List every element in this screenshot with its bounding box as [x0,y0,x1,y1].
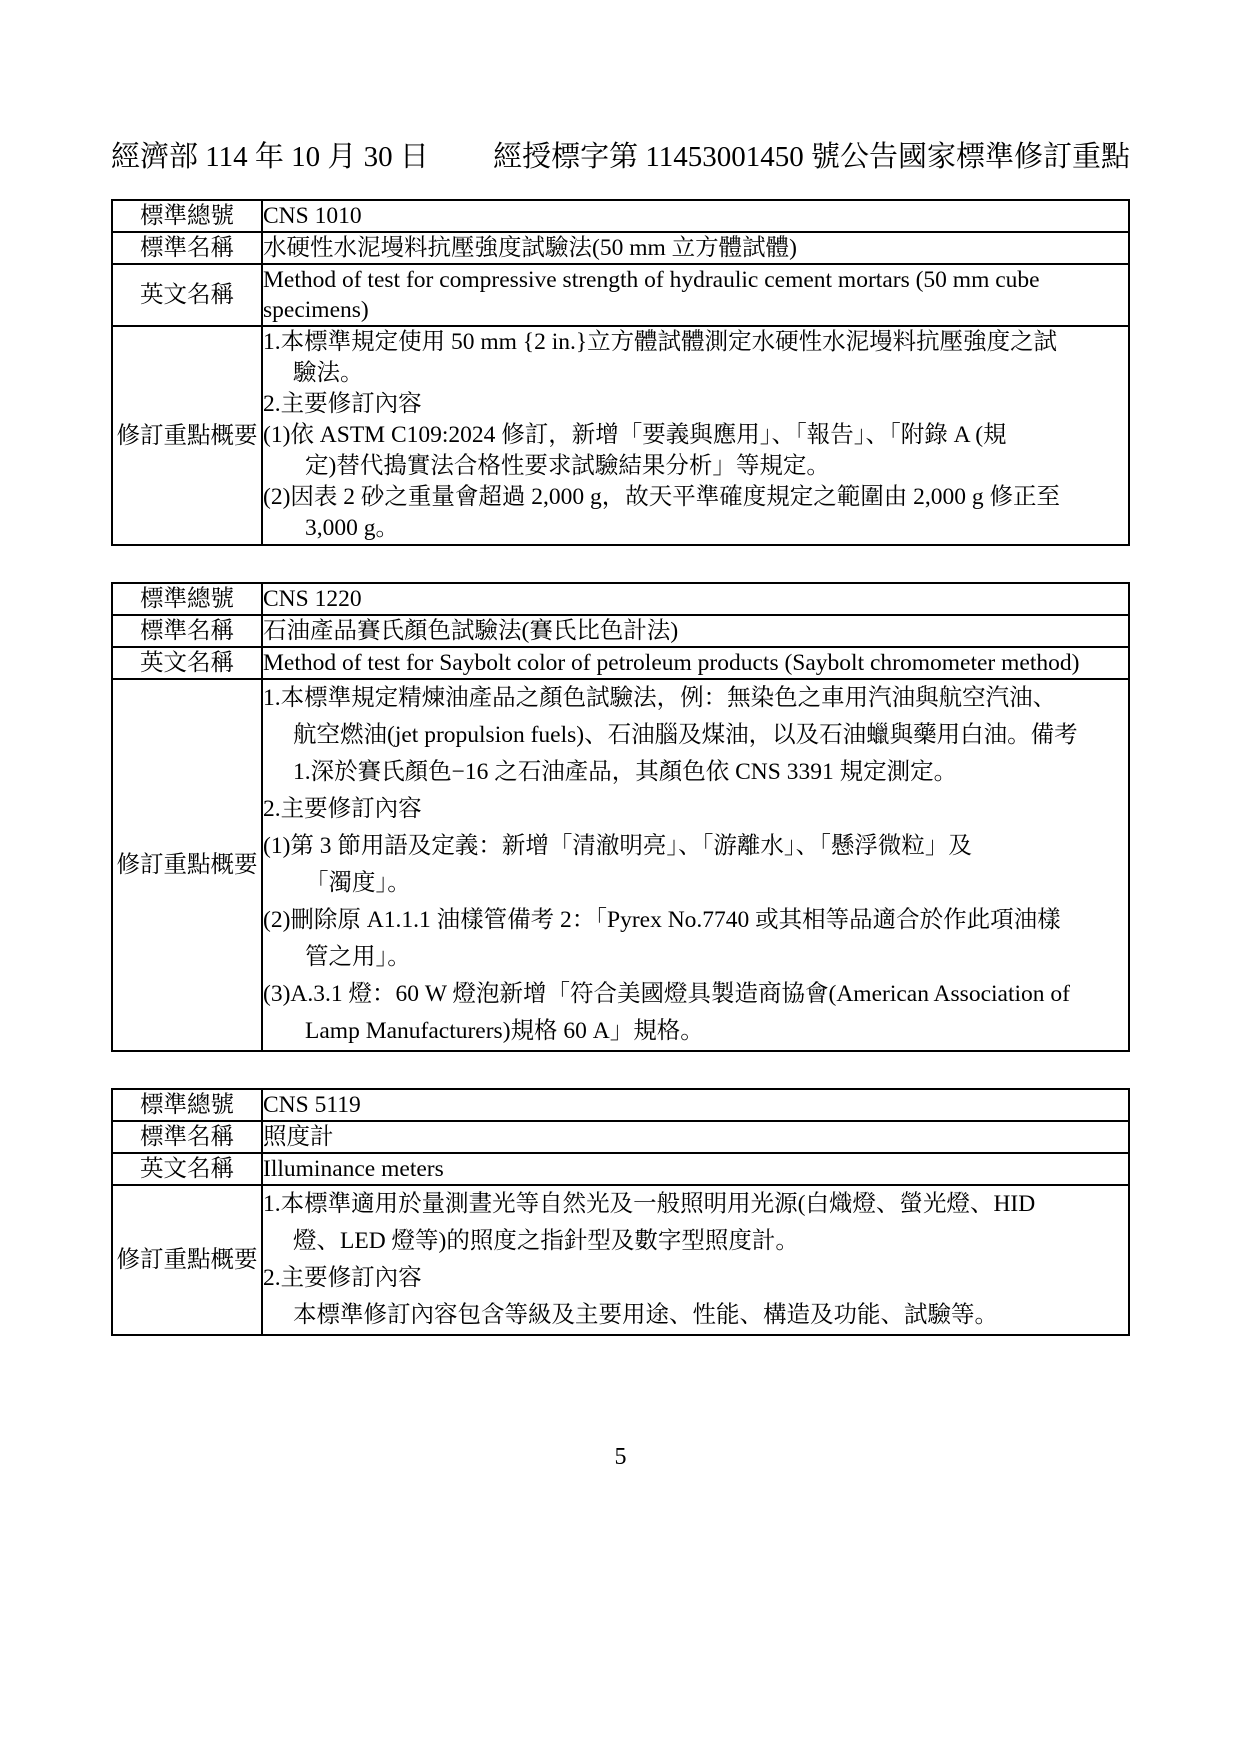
eng-name-value: Method of test for compressive strength of hydraulic cement mortars (50 mm cube specimens) [262,264,1129,326]
summary-line: 「濁度」。 [305,870,411,896]
summary-line: 定)替代搗實法合格性要求試驗結果分析」等規定。 [305,453,830,479]
std-name-value: 石油產品賽氏顏色試驗法(賽氏比色計法) [262,615,1129,647]
summary-line: 2.主要修訂內容 [263,796,422,822]
summary-line: 驗法。 [293,360,364,386]
table-row [112,615,1129,647]
row-label-std-no: 標準總號 [112,1089,262,1121]
summary-line: 航空燃油(jet propulsion fuels)、石油腦及煤油，以及石油蠟與藥用白油。備考 [293,722,1078,748]
summary-line: Lamp Manufacturers)規格 60 A」規格。 [305,1018,704,1044]
standard-table-cns-1010 [111,199,1130,546]
summary-line: 2.主要修訂內容 [263,391,422,417]
summary-line: (2)刪除原 A1.1.1 油樣管備考 2：「Pyrex No.7740 或其相等品適合於作此項油樣 [263,907,1061,933]
table-row [112,232,1129,264]
page-number: 5 [614,1444,627,1470]
title-date: 經濟部 114 年 10 月 30 日 [111,141,429,173]
eng-name-value: Illuminance meters [262,1153,1129,1185]
summary-cell [262,326,1129,545]
table-row [112,1153,1129,1185]
eng-name-value: Method of test for Saybolt color of petroleum products (Saybolt chromometer method) [262,647,1129,679]
table-row [112,200,1129,232]
summary-line: (1)第 3 節用語及定義：新增「清澈明亮」、「游離水」、「懸浮微粒」及 [263,833,972,859]
document-title [111,134,1130,175]
row-label-summary: 修訂重點概要 [112,679,262,1051]
summary-line: 本標準修訂內容包含等級及主要用途、性能、構造及功能、試驗等。 [293,1302,998,1328]
row-label-std-name: 標準名稱 [112,1121,262,1153]
summary-line: 1.本標準適用於量測晝光等自然光及一般照明用光源(白熾燈、螢光燈、HID [263,1191,1036,1217]
std-no-value: CNS 5119 [262,1089,1129,1121]
row-label-std-name: 標準名稱 [112,615,262,647]
row-label-eng-name: 英文名稱 [112,1153,262,1185]
summary-line: 2.主要修訂內容 [263,1265,422,1291]
standard-table-cns-1220 [111,582,1130,1052]
standard-table-cns-5119 [111,1088,1130,1336]
row-label-summary: 修訂重點概要 [112,1185,262,1335]
table-row [112,583,1129,615]
table-row [112,647,1129,679]
table-row [112,1121,1129,1153]
std-name-value: 照度計 [262,1121,1129,1153]
row-label-std-no: 標準總號 [112,583,262,615]
row-label-std-name: 標準名稱 [112,232,262,264]
row-label-eng-name: 英文名稱 [112,264,262,326]
summary-cell [262,1185,1129,1335]
summary-line: 1.本標準規定精煉油產品之顏色試驗法，例：無染色之車用汽油與航空汽油、 [263,685,1057,711]
table-row [112,264,1129,326]
summary-line: 1.深於賽氏顏色−16 之石油產品，其顏色依 CNS 3391 規定測定。 [293,759,958,785]
summary-line: 管之用」。 [305,944,411,970]
table-row [112,1089,1129,1121]
std-no-value: CNS 1220 [262,583,1129,615]
summary-line: (2)因表 2 砂之重量會超過 2,000 g，故天平準確度規定之範圍由 2,000 g 修正至 [263,484,1061,510]
summary-cell [262,679,1129,1051]
summary-line: (3)A.3.1 燈：60 W 燈泡新增「符合美國燈具製造商協會(American Association of [263,981,1070,1007]
title-subject: 經授標字第 11453001450 號公告國家標準修訂重點 [493,141,1130,173]
summary-line: 1.本標準規定使用 50 mm {2 in.}立方體試體測定水硬性水泥墁料抗壓強度之試 [263,329,1058,355]
summary-line: 燈、LED 燈等)的照度之指針型及數字型照度計。 [293,1228,799,1254]
std-name-value: 水硬性水泥墁料抗壓強度試驗法(50 mm 立方體試體) [262,232,1129,264]
summary-line: 3,000 g。 [305,515,399,541]
row-label-eng-name: 英文名稱 [112,647,262,679]
row-label-std-no: 標準總號 [112,200,262,232]
table-row [112,326,1129,545]
summary-line: (1)依 ASTM C109:2024 修訂，新增「要義與應用」、「報告」、「附錄 A (規 [263,422,1007,448]
std-no-value: CNS 1010 [262,200,1129,232]
row-label-summary: 修訂重點概要 [112,326,262,545]
table-row [112,679,1129,1051]
table-row [112,1185,1129,1335]
